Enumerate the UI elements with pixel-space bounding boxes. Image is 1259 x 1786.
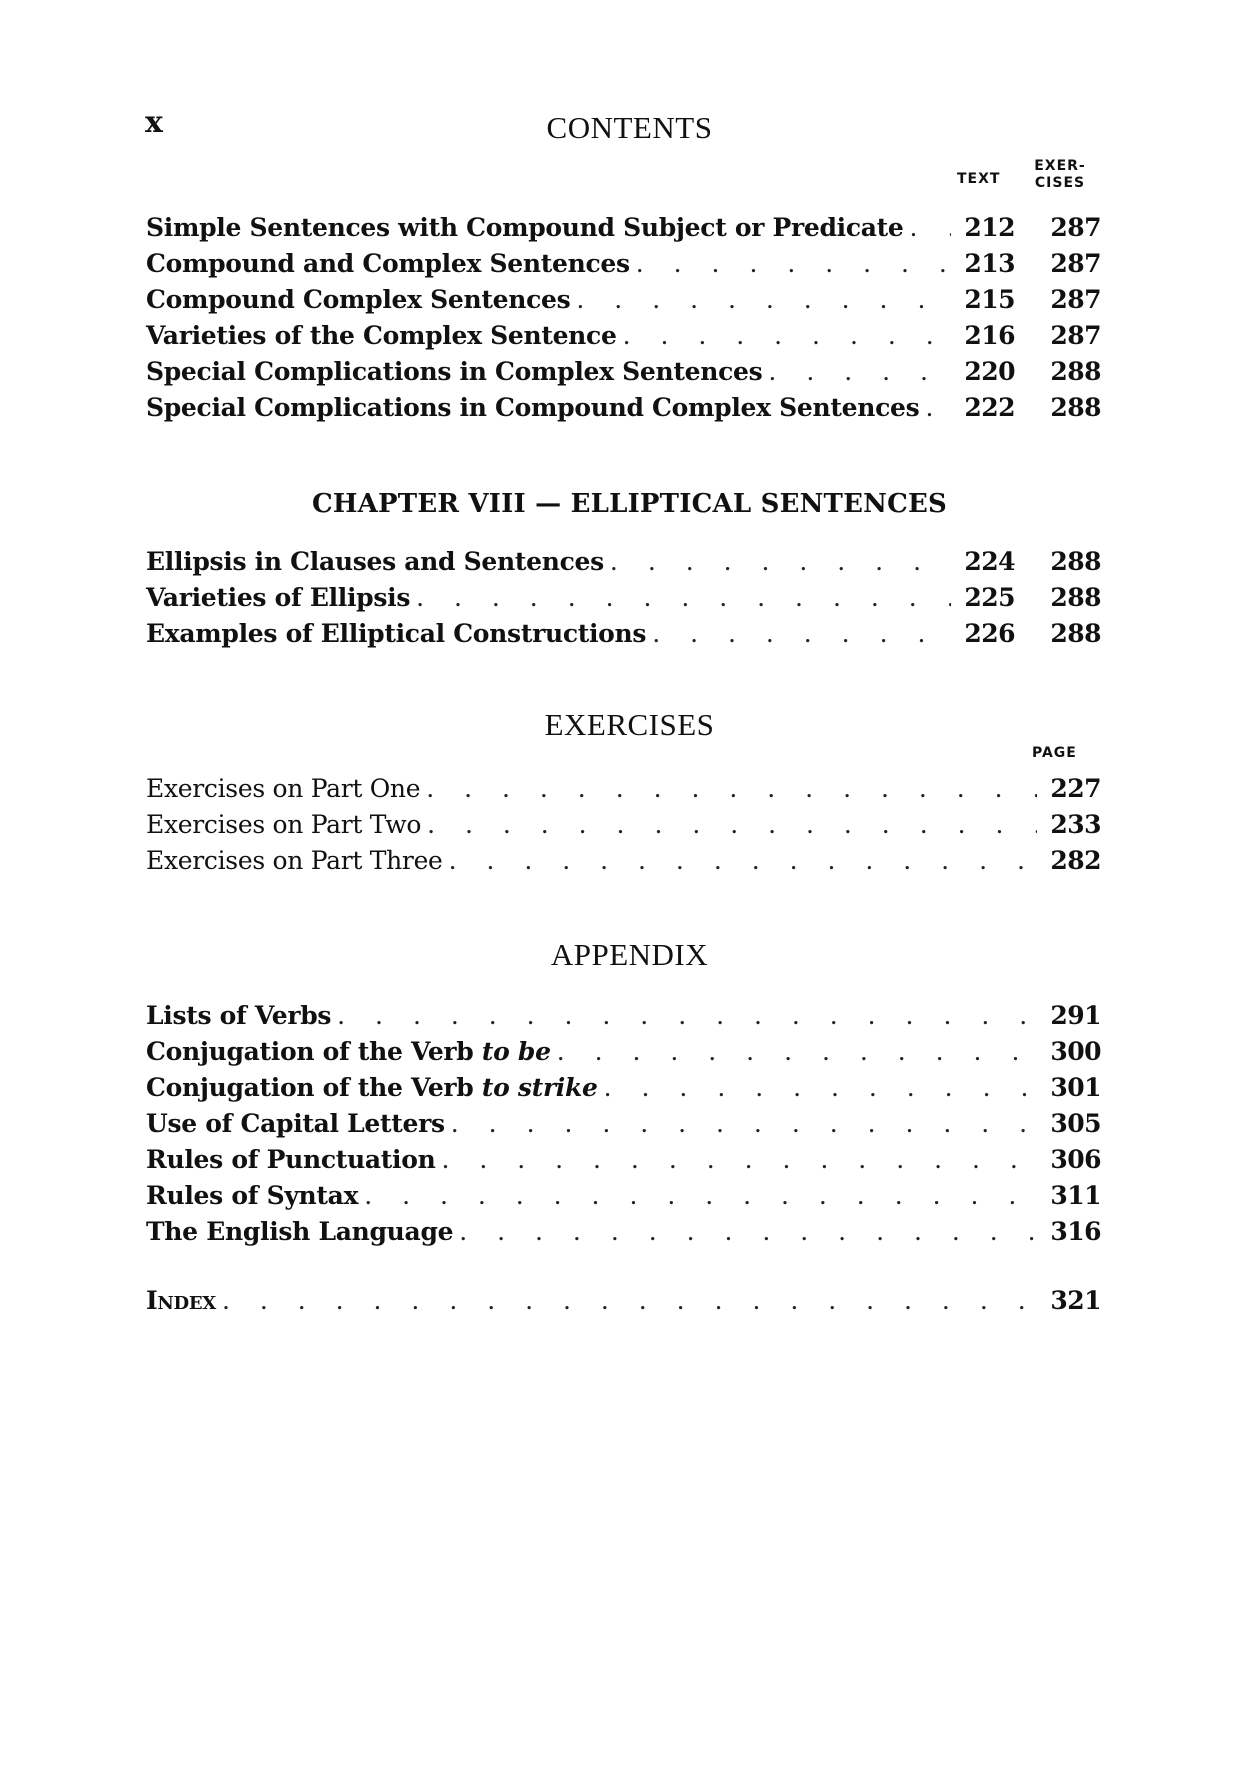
entry-title: Rules of Punctuation <box>146 1145 436 1174</box>
entry-text-page: 216 <box>964 321 1015 350</box>
toc-entry[interactable] <box>146 1142 1101 1178</box>
entry-exercises-page: 287 <box>1050 285 1101 314</box>
entry-title: Special Complications in Compound Complex Sentences <box>146 393 920 422</box>
entry-page: 316 <box>1050 1217 1101 1246</box>
toc-entry-index[interactable] <box>146 1283 1101 1319</box>
dot-leader <box>222 1283 1037 1319</box>
column-head-text: TEXT <box>957 171 1001 187</box>
index-entry-list <box>146 1283 1101 1319</box>
toc-entry[interactable] <box>146 390 1101 426</box>
toc-entry[interactable] <box>146 246 1101 282</box>
entry-title: Ellipsis in Clauses and Sentences <box>146 547 604 576</box>
chapter-heading: CHAPTER VIII — ELLIPTICAL SENTENCES <box>312 489 947 519</box>
dot-leader <box>449 843 1037 879</box>
entry-exercises-page: 287 <box>1050 249 1101 278</box>
dot-leader <box>441 1142 1037 1178</box>
entry-page: 301 <box>1050 1073 1101 1102</box>
entry-title: Varieties of the Complex Sentence <box>146 321 617 350</box>
entry-title: Examples of Elliptical Constructions <box>146 619 647 648</box>
entry-exercises-page: 288 <box>1050 393 1101 422</box>
entry-page: 306 <box>1050 1145 1101 1174</box>
dot-leader <box>623 318 951 354</box>
entry-page: 305 <box>1050 1109 1101 1138</box>
dot-leader <box>451 1106 1037 1142</box>
entry-title: Exercises on Part Three <box>146 846 443 875</box>
toc-entry[interactable] <box>146 210 1101 246</box>
dot-leader <box>337 998 1037 1034</box>
entry-title: Exercises on Part One <box>146 774 421 803</box>
entry-title: Simple Sentences with Compound Subject or Predicate <box>146 213 904 242</box>
dot-leader <box>604 1070 1037 1106</box>
entry-title-prefix: Conjugation of the Verb <box>146 1073 482 1102</box>
dot-leader <box>610 544 951 580</box>
column-head-page: PAGE <box>1032 745 1077 761</box>
entry-exercises-page: 288 <box>1050 547 1101 576</box>
entry-text-page: 226 <box>964 619 1015 648</box>
dot-leader <box>910 210 951 246</box>
column-head-exercises-line1: EXER- <box>1034 158 1086 174</box>
entry-text-page: 224 <box>964 547 1015 576</box>
entry-text-page: 212 <box>964 213 1015 242</box>
entry-text-page: 213 <box>964 249 1015 278</box>
entry-text-page: 222 <box>964 393 1015 422</box>
entry-title: The English Language <box>146 1217 454 1246</box>
chapter8-entries-list <box>146 544 1101 652</box>
entry-text-page: 215 <box>964 285 1015 314</box>
toc-entry[interactable] <box>146 1070 1101 1106</box>
entry-title: Use of Capital Letters <box>146 1109 445 1138</box>
entry-exercises-page: 287 <box>1050 321 1101 350</box>
entry-title: Lists of Verbs <box>146 1001 332 1030</box>
entry-exercises-page: 288 <box>1050 619 1101 648</box>
toc-entry[interactable] <box>146 1106 1101 1142</box>
dot-leader <box>426 771 1037 807</box>
toc-entry[interactable] <box>146 1178 1101 1214</box>
entry-text-page: 220 <box>964 357 1015 386</box>
part-entries-list <box>146 210 1101 426</box>
entry-title-italic: to be <box>481 1037 551 1066</box>
entry-page: 311 <box>1050 1181 1101 1210</box>
column-head-exercises <box>1025 158 1095 192</box>
entry-title: Compound and Complex Sentences <box>146 249 630 278</box>
entry-title <box>146 1034 551 1070</box>
entry-exercises-page: 288 <box>1050 583 1101 612</box>
column-head-exercises-line2: CISES <box>1034 175 1086 191</box>
entry-title: Exercises on Part Two <box>146 810 422 839</box>
page-title: CONTENTS <box>546 110 713 145</box>
entry-exercises-page: 287 <box>1050 213 1101 242</box>
page-number: x <box>145 105 163 140</box>
entry-text-page: 225 <box>964 583 1015 612</box>
dot-leader <box>576 282 951 318</box>
toc-entry[interactable] <box>146 1034 1101 1070</box>
dot-leader <box>557 1034 1037 1070</box>
toc-entry[interactable] <box>146 616 1101 652</box>
index-title: Index <box>146 1286 216 1315</box>
exercises-heading: EXERCISES <box>544 707 715 742</box>
entry-title: Varieties of Ellipsis <box>146 583 411 612</box>
toc-entry[interactable] <box>146 807 1101 843</box>
dot-leader <box>636 246 951 282</box>
index-page: 321 <box>1050 1286 1101 1315</box>
dot-leader <box>459 1214 1037 1250</box>
entry-title <box>146 1070 598 1106</box>
toc-entry[interactable] <box>146 580 1101 616</box>
dot-leader <box>652 616 951 652</box>
entry-title: Rules of Syntax <box>146 1181 359 1210</box>
toc-entry[interactable] <box>146 998 1101 1034</box>
dot-leader <box>925 390 951 426</box>
exercises-entries-list <box>146 771 1101 879</box>
appendix-entries-list <box>146 998 1101 1250</box>
entry-title-prefix: Conjugation of the Verb <box>146 1037 482 1066</box>
entry-page: 227 <box>1050 774 1101 803</box>
entry-page: 291 <box>1050 1001 1101 1030</box>
entry-page: 282 <box>1050 846 1101 875</box>
toc-entry[interactable] <box>146 843 1101 879</box>
toc-entry[interactable] <box>146 282 1101 318</box>
toc-entry[interactable] <box>146 1214 1101 1250</box>
toc-entry[interactable] <box>146 544 1101 580</box>
dot-leader <box>364 1178 1037 1214</box>
dot-leader <box>427 807 1037 843</box>
entry-page: 300 <box>1050 1037 1101 1066</box>
entry-title-italic: to strike <box>481 1073 598 1102</box>
entry-title: Compound Complex Sentences <box>146 285 571 314</box>
entry-title: Special Complications in Complex Sentences <box>146 357 763 386</box>
entry-exercises-page: 288 <box>1050 357 1101 386</box>
dot-leader <box>416 580 951 616</box>
dot-leader <box>768 354 951 390</box>
appendix-heading: APPENDIX <box>550 937 709 972</box>
entry-page: 233 <box>1050 810 1101 839</box>
toc-entry[interactable] <box>146 771 1101 807</box>
toc-entry[interactable] <box>146 354 1101 390</box>
toc-entry[interactable] <box>146 318 1101 354</box>
